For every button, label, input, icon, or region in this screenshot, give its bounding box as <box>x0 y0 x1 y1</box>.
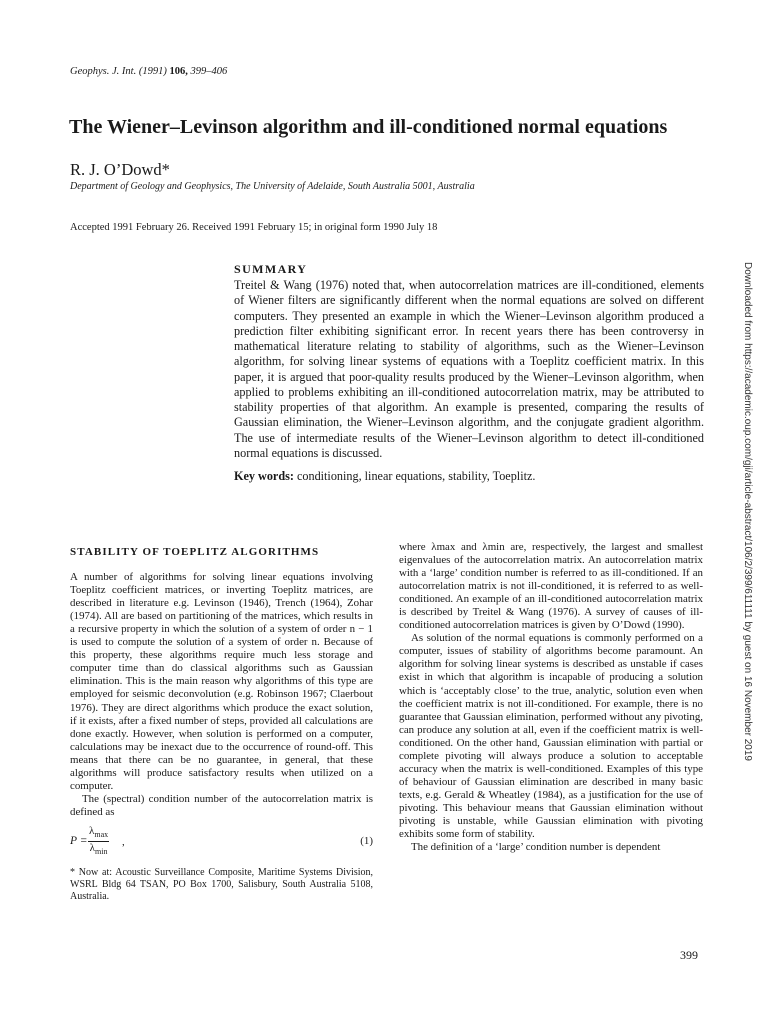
keywords-line <box>234 469 704 484</box>
download-watermark <box>740 262 754 762</box>
journal-pages: 399–406 <box>190 66 228 77</box>
left-paragraph-1: A number of algorithms for solving linear equations involving Toeplitz coefficient matrices, or inverting Toeplitz matrices, are described in literature e.g. Levinson (1946), Trench (1964), Zohar (1974). All are based on partitioning of the matrices, which results in a recursive property in which the solution of a system of order n − 1 is used to compute the solution of a system of order n. Because of this property, these algorithms require much less storage and computer time than do classical algorithms such as Gaussian elimination. This is the main reason why algorithms of this type are employed for seismic deconvolution (e.g. Robinson 1967; Claerbout 1976). They are direct algorithms which produce the exact solution, if it exists, after a fixed number of steps, provided all calculations are done exactly. However, when solution is performed on a computer, calculations may be inexact due to the occurrence of round-off. This means that there can be no guarantee, in general, that these algorithms will produce satisfactory results when utilized on a computer. <box>70 571 373 792</box>
download-watermark-text: Downloaded from https://academic.oup.com/gji/article-abstract/106/2/399/611111 by guest on 16 November 2019 <box>742 262 753 761</box>
right-paragraph-3: The definition of a ‘large’ condition number is dependent <box>411 841 661 854</box>
right-column <box>399 541 703 854</box>
section-heading: STABILITY OF TOEPLITZ ALGORITHMS <box>70 546 320 558</box>
right-paragraph-1: where λmax and λmin are, respectively, the largest and smallest eigenvalues of the autocorrelation matrix. An autocorrelation matrix with a ‘large’ condition number is referred to as ill-conditioned. If an autocorrelation matrix is not ill-conditioned, it is referred to as well-conditioned. An example of an ill-conditioned autocorrelation matrix is described by Treitel & Wang (1976). A survey of causes of ill-conditioned autocorrelation matrices is given by O’Dowd (1990). <box>399 541 703 632</box>
equation-lhs: P = <box>70 834 88 847</box>
equation-fraction <box>88 825 109 858</box>
condition-number-equation <box>70 825 373 859</box>
right-paragraph-2: As solution of the normal equations is commonly performed on a computer, issues of stability of algorithms become paramount. An algorithm for solving linear systems is described as unstable if cases exist in which that algorithm is incapable of producing a solution which is ‘acceptably close’ to the true, analytic, solution even when the coefficient matrix is not ill-conditioned. For example, there is no guarantee that Gaussian elimination, performed without any pivoting, can produce any solution at all, even if the coefficient matrix is well-conditioned. On the other hand, Gaussian elimination with partial or complete pivoting will always produce a solution to acceptable accuracy when the matrix is well-conditioned. Examples of this type of behaviour of Gaussian elimination are described in many basic texts, e.g. Gerald & Wheatley (1984), as a justification for the use of pivoting. This behaviour means that Gaussian elimination without pivoting is unstable, while Gaussian elimination with pivoting exhibits some form of stability. <box>399 632 703 841</box>
author-footnote: * Now at: Acoustic Surveillance Composite, Maritime Systems Division, WSRL Bldg 64 TSAN, PO Box 1700, Salisbury, South Australia 5108, Australia. <box>70 866 373 902</box>
equation-denominator: $\lambda_{min}$ <box>89 842 108 857</box>
equation-comma: , <box>122 835 125 848</box>
summary-section <box>234 262 704 484</box>
journal-reference <box>70 66 227 77</box>
page-number: 399 <box>680 948 698 962</box>
journal-year: (1991) <box>138 66 167 77</box>
keywords-list: conditioning, linear equations, stability, Toeplitz. <box>296 469 536 483</box>
journal-name: Geophys. J. Int. <box>70 66 137 77</box>
left-paragraph-2: The (spectral) condition number of the autocorrelation matrix is defined as <box>70 792 373 818</box>
equation-numerator: $\lambda_{max}$ <box>88 825 109 842</box>
publication-dates: Accepted 1991 February 26. Received 1991 February 15; in original form 1990 July 18 <box>70 222 438 233</box>
summary-body: Treitel & Wang (1976) noted that, when autocorrelation matrices are ill-conditioned, elements of Wiener filters are significantly different when the normal equations are solved on different computers. They presented an example in which the Wiener–Levinson algorithm produced a prediction filter exhibiting significant error. In recent years there has been controversy in mathematical literature relating to stability of algorithms, such as the Wiener–Levinson algorithm, for solving linear systems of equations with a Toeplitz coefficient matrix. In this paper, it is argued that poor-quality results produced by the Wiener–Levinson algorithm, when applied to problems exhibiting an ill-conditioned autocorrelation matrix, may be attributed to stability properties of that algorithm. An example is presented, comparing the results of Gaussian elimination, the Wiener–Levinson algorithm, and the conjugate gradient algorithm. The use of intermediate results of the Wiener–Levinson algorithm to detect ill-conditioned normal equations is discussed. <box>234 278 704 460</box>
author-name: R. J. O’Dowd* <box>70 160 170 179</box>
left-column <box>70 546 373 903</box>
summary-heading: SUMMARY <box>234 262 308 276</box>
equation-number: (1) <box>360 834 373 847</box>
paper-title: The Wiener–Levinson algorithm and ill-conditioned normal equations <box>69 116 668 138</box>
journal-volume: 106, <box>169 66 188 77</box>
keywords-label: Key words: <box>234 469 294 483</box>
author-affiliation: Department of Geology and Geophysics, The University of Adelaide, South Australia 5001, Australia <box>70 181 475 192</box>
